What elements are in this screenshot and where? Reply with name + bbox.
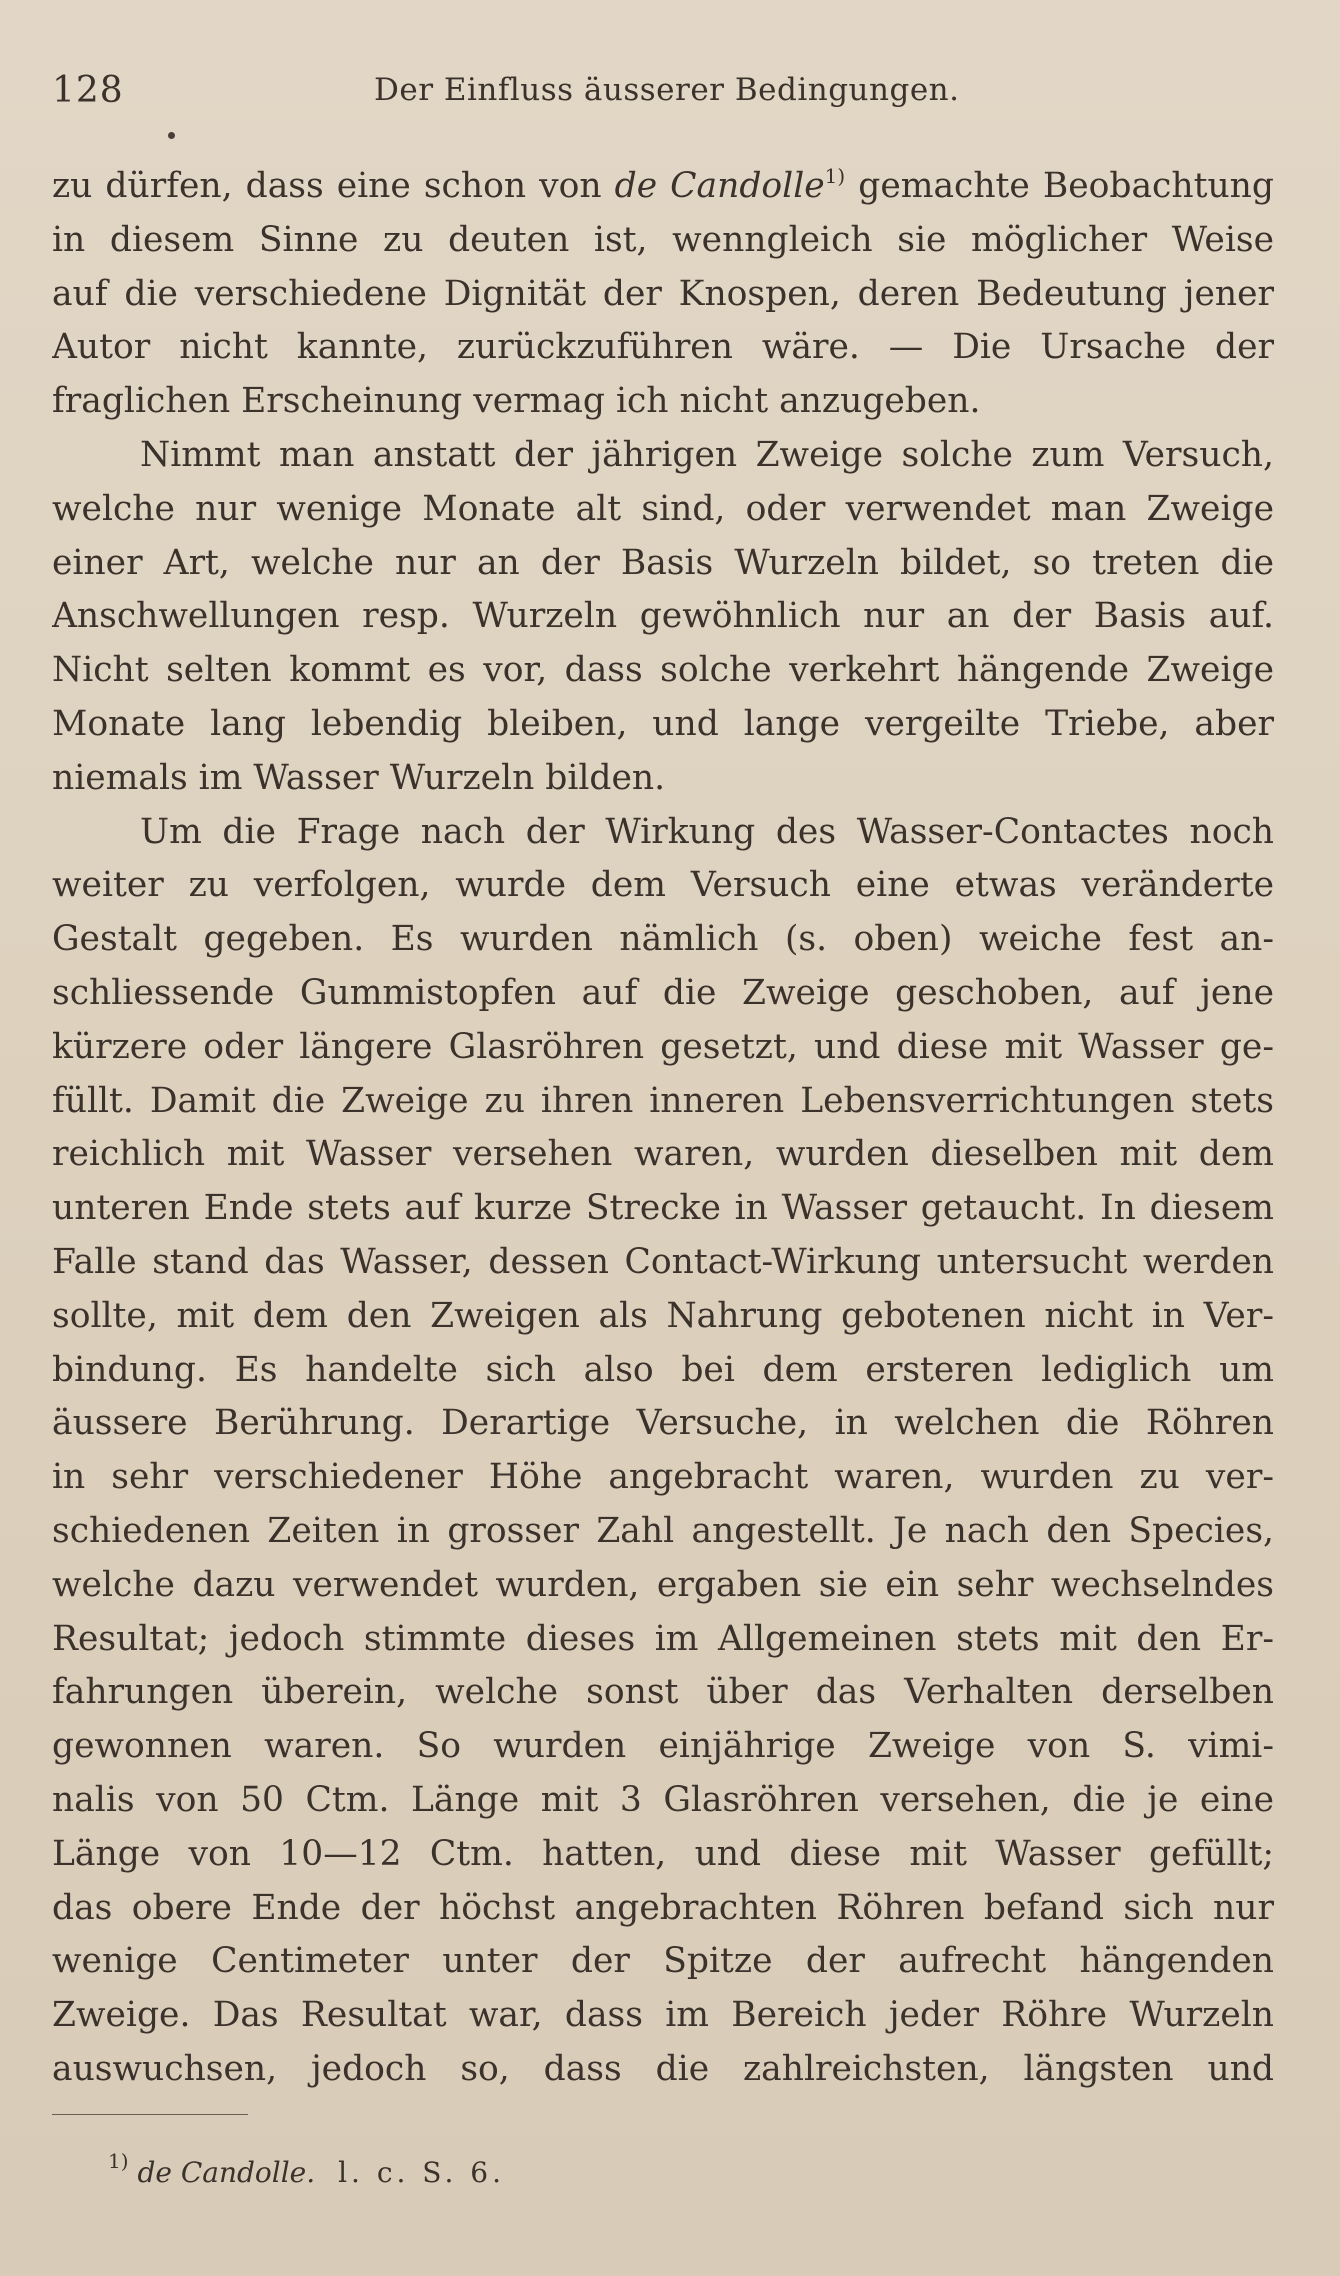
- page-header: [52, 70, 1280, 120]
- text-line: wenige Centimeter unter der Spitze der aufrecht hängenden: [52, 1941, 1274, 1982]
- footnote-divider: [52, 2114, 248, 2115]
- text-line: unteren Ende stets auf kurze Strecke in Wasser getaucht. In diesem: [52, 1188, 1274, 1229]
- text-line: auf die verschiedene Dignität der Knospen, deren Bedeutung jener: [52, 273, 1274, 314]
- text-line: fahrungen überein, welche sonst über das Verhalten derselben: [52, 1672, 1274, 1713]
- text-line: welche nur wenige Monate alt sind, oder verwendet man Zweige: [52, 488, 1274, 529]
- text-line: auswuchsen, jedoch so, dass die zahlreichsten, längsten und: [52, 2048, 1274, 2089]
- text-line: fraglichen Erscheinung vermag ich nicht anzugeben.: [52, 381, 981, 422]
- footnote: [108, 2149, 505, 2189]
- text-line: schiedenen Zeiten in grosser Zahl angestellt. Je nach den Species,: [52, 1510, 1274, 1551]
- text-line: sollte, mit dem den Zweigen als Nahrung gebotenen nicht in Ver-: [52, 1295, 1274, 1336]
- text-line: Zweige. Das Resultat war, dass im Bereich jeder Röhre Wurzeln: [52, 1995, 1274, 2036]
- text-line: Anschwellungen resp. Wurzeln gewöhnlich nur an der Basis auf.: [52, 596, 1274, 637]
- text-line: füllt. Damit die Zweige zu ihren inneren Lebensverrichtungen stets: [52, 1080, 1274, 1121]
- footnote-author: de Candolle.: [137, 2156, 316, 2189]
- text-line: Falle stand das Wasser, dessen Contact-Wirkung untersucht werden: [52, 1241, 1274, 1282]
- text-line: Resultat; jedoch stimmte dieses im Allgemeinen stets mit den Er-: [52, 1618, 1274, 1659]
- author-reference: de Candolle: [614, 166, 825, 206]
- text-line: gewonnen waren. So wurden einjährige Zweige von S. vimi-: [52, 1726, 1274, 1767]
- text-line: kürzere oder längere Glasröhren gesetzt, und diese mit Wasser ge-: [52, 1026, 1274, 1067]
- text-line: weiter zu verfolgen, wurde dem Versuch eine etwas veränderte: [52, 865, 1274, 906]
- text-line: einer Art, welche nur an der Basis Wurzeln bildet, so treten die: [52, 542, 1274, 583]
- page-number: 128: [52, 70, 124, 111]
- text-line: Gestalt gegeben. Es wurden nämlich (s. oben) weiche fest an-: [52, 919, 1274, 960]
- text-line: Länge von 10—12 Ctm. hatten, und diese mit Wasser gefüllt;: [52, 1833, 1274, 1874]
- text-line: in sehr verschiedener Höhe angebracht waren, wurden zu ver-: [52, 1457, 1274, 1498]
- text-line: Nicht selten kommt es vor, dass solche verkehrt hängende Zweige: [52, 650, 1274, 691]
- footnote-number: 1): [108, 2149, 129, 2173]
- paragraph-start: Um die Frage nach der Wirkung des Wasser-Contactes noch: [140, 811, 1274, 852]
- paragraph-start: Nimmt man anstatt der jährigen Zweige solche zum Versuch,: [140, 434, 1274, 475]
- text-line: nalis von 50 Ctm. Länge mit 3 Glasröhren versehen, die je eine: [52, 1779, 1274, 1820]
- text-line: schliessende Gummistopfen auf die Zweige geschoben, auf jene: [52, 972, 1274, 1013]
- text-line: niemals im Wasser Wurzeln bilden.: [52, 757, 666, 798]
- ink-speck: [168, 132, 175, 139]
- text-line: Autor nicht kannte, zurückzuführen wäre. — Die Ursache der: [52, 327, 1274, 368]
- text-line: bindung. Es handelte sich also bei dem ersteren lediglich um: [52, 1349, 1274, 1390]
- text-line: welche dazu verwendet wurden, ergaben sie ein sehr wechselndes: [52, 1564, 1274, 1605]
- text-line: in diesem Sinne zu deuten ist, wenngleich sie möglicher Weise: [52, 219, 1274, 260]
- text-line: Monate lang lebendig bleiben, und lange vergeilte Triebe, aber: [52, 703, 1274, 744]
- running-title: Der Einfluss äusserer Bedingungen.: [374, 72, 960, 108]
- footnote-marker: 1): [824, 164, 846, 188]
- text-line: das obere Ende der höchst angebrachten Röhren befand sich nur: [52, 1887, 1274, 1928]
- text-line: reichlich mit Wasser versehen waren, wurden dieselben mit dem: [52, 1134, 1274, 1175]
- text-line: zu dürfen, dass eine schon von de Candolle$^{1)}$ gemachte Beobachtung: [52, 164, 1274, 206]
- text-line: äussere Berührung. Derartige Versuche, in welchen die Röhren: [52, 1403, 1274, 1444]
- body-text: [52, 160, 1274, 2097]
- footnote-citation: l. c. S. 6.: [338, 2156, 505, 2189]
